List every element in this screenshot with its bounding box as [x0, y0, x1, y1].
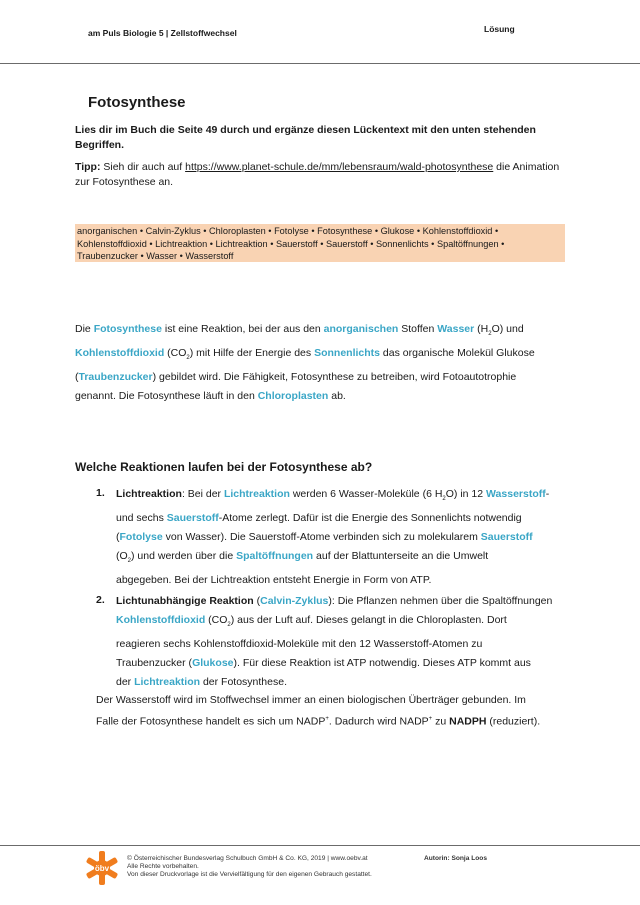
- tip-link[interactable]: https://www.planet-schule.de/mm/lebensraum/wald-photosynthese: [185, 161, 494, 173]
- svg-text:öbv: öbv: [94, 864, 110, 873]
- para-line-3: (Traubenzucker) gebildet wird. Die Fähigkeit, Fotosynthese zu betreiben, wird Fotoautotrophie: [75, 371, 517, 384]
- publisher-logo: [85, 851, 119, 885]
- header-solution-label: Lösung: [484, 24, 515, 34]
- oebv-logo-icon: [85, 851, 119, 885]
- question-heading: Welche Reaktionen laufen bei der Fotosynthese ab?: [75, 460, 373, 474]
- instruction-text: Lies dir im Buch die Seite 49 durch und ergänze diesen Lückentext mit den unten stehenden Begriffen.: [75, 124, 536, 151]
- intro-paragraph: [75, 320, 575, 406]
- para-line-4: genannt. Die Fotosynthese läuft in den Chloroplasten ab.: [75, 390, 346, 403]
- item-1-number: 1.: [96, 487, 105, 499]
- para-line-2: Kohlenstoffdioxid $(CO_2)$ mit Hilfe der Energie des Sonnenlichts das organische Molekül Glukose: [75, 347, 535, 362]
- footer-copyright: © Österreichischer Bundesverlag Schulbuch GmbH & Co. KG, 2019 | www.oebv.at Alle Rechte vorbehalten. Von dieser Druckvorlage ist die Vervielfältigung für den eigenen Gebrauch gestattet.: [127, 855, 372, 878]
- tip-label: Tipp:: [75, 161, 101, 173]
- tip-post: die Animation zur Fotosynthese an.: [75, 161, 560, 188]
- footer-author: Autorin: Sonja Loos: [424, 855, 488, 862]
- closing-paragraph: Der Wasserstoff wird im Stoffwechsel immer an einen biologischen Überträger gebunden. Im Falle der Fotosynthese handelt es sich um NADP+. Dadurch wird NADP+ zu NADPH (reduziert).: [96, 694, 541, 728]
- tip-text: [75, 160, 565, 190]
- header-title: am Puls Biologie 5 | Zellstoffwechsel: [88, 28, 237, 38]
- header-divider: [0, 63, 640, 64]
- tip-pre: Sieh dir auch auf: [100, 161, 186, 173]
- page-title: Fotosynthese: [88, 94, 186, 111]
- item-2-text: Lichtunabhängige Reaktion (Calvin-Zyklus): Die Pflanzen nehmen über die Spaltöffnungen Kohlenstoffdioxid $(CO_2)$ aus der Luft auf. Dieses gelangt in die Chloroplasten. Dort reagieren sechs Kohlenstoffdioxid-Moleküle mit den 12 Wasserstoff-Atomen zu Traubenzucker (Glukose). Für diese Reaktion ist ATP notwendig. Dieses ATP kommt aus der Lichtreaktion der Fotosynthese.: [116, 595, 553, 689]
- word-bank: anorganischen • Calvin-Zyklus • Chloroplasten • Fotolyse • Fotosynthese • Glukose • Kohlenstoffdioxid • Kohlenstoffdioxid • Lichtreaktion • Lichtreaktion • Sauerstoff • Sauerstoff • Sonnenlichts • Spaltöffnungen • Traubenzucker • Wasser • Wasserstoff: [75, 224, 565, 262]
- footer-divider: [0, 845, 640, 846]
- para-line-1: Die Fotosynthese ist eine Reaktion, bei der aus den anorganischen Stoffen Wasser $(H_2O)$ und: [75, 323, 524, 338]
- item-1-text: Lichtreaktion: Bei der Lichtreaktion werden 6 Wasser-Moleküle (6 $H_2O$) in 12 Wasserstoff- und sechs Sauerstoff-Atome zerlegt. Dafür ist die Energie des Sonnenlichts notwendig (Fotolyse von Wasser). Die Sauerstoff-Atome verbinden sich zu molekularem Sauerstoff $(O_2)$ und werden über die Spaltöffnungen auf der Blattunterseite an die Umwelt abgegeben. Bei der Lichtreaktion entsteht Energie in Form von ATP.: [116, 488, 550, 587]
- item-2-number: 2.: [96, 594, 105, 606]
